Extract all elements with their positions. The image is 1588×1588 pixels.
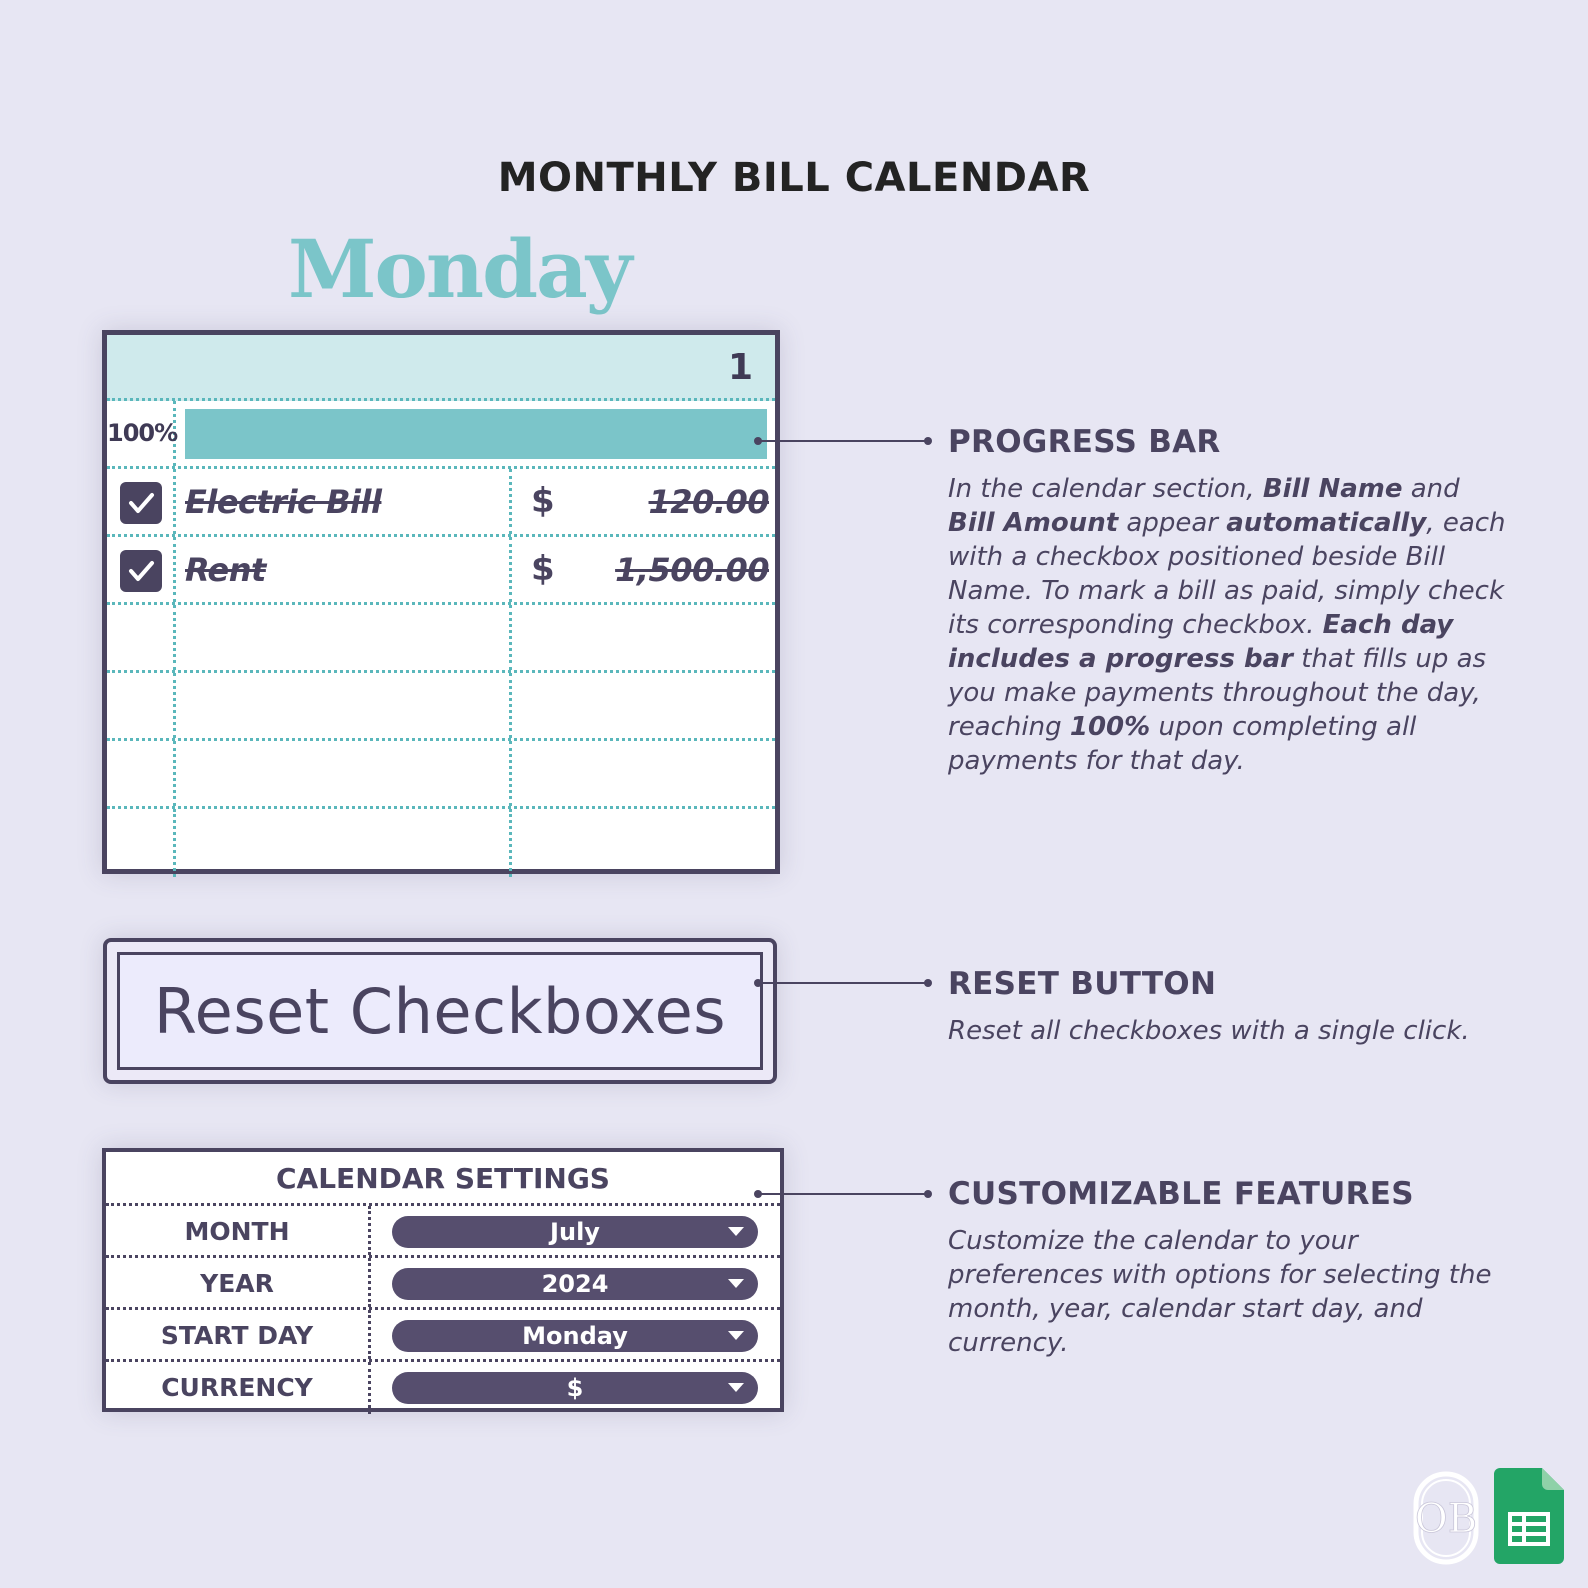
chevron-down-icon (728, 1383, 744, 1393)
column-divider (173, 809, 176, 877)
annotation-title: PROGRESS BAR (948, 424, 1221, 460)
bill-checkbox[interactable] (120, 482, 162, 524)
annotation-body: Reset all checkboxes with a single click. (948, 1016, 1470, 1046)
customizable-features-annotation (948, 1176, 1508, 1360)
column-divider (368, 1258, 371, 1307)
column-divider (509, 537, 512, 602)
calendar-day-header (107, 335, 775, 401)
dropdown-value: 2024 (541, 1270, 609, 1298)
column-divider (368, 1310, 371, 1359)
bill-name: Electric Bill (185, 483, 382, 521)
calendar-settings-panel (102, 1148, 784, 1412)
column-divider (368, 1206, 371, 1255)
column-divider (509, 469, 512, 534)
empty-bill-row (107, 741, 775, 809)
bill-amount: 1,500.00 (615, 551, 769, 589)
annotation-emphasis: Each day includes a progress bar (948, 610, 1454, 674)
currency-dropdown[interactable] (392, 1372, 758, 1404)
annotation-emphasis: 100% (1069, 712, 1151, 742)
annotation-text: that fills up as you make payments throughout the day, reaching (948, 644, 1487, 742)
day-number: 1 (727, 347, 753, 388)
bill-checkbox[interactable] (120, 550, 162, 592)
settings-connector-line (758, 1193, 928, 1195)
settings-row-year (106, 1258, 780, 1310)
column-divider (173, 605, 176, 670)
progress-bar-annotation (948, 424, 1508, 778)
column-divider (509, 741, 512, 806)
reset-connector-line (758, 982, 928, 984)
month-dropdown[interactable] (392, 1216, 758, 1248)
annotation-body (948, 472, 1508, 778)
dropdown-value: $ (566, 1374, 584, 1402)
day-heading: Monday (288, 222, 631, 316)
reset-checkboxes-button[interactable] (103, 938, 777, 1084)
dropdown-value: Monday (522, 1322, 628, 1350)
column-divider (173, 741, 176, 806)
settings-row-start-day (106, 1310, 780, 1362)
column-divider (173, 537, 176, 602)
bill-currency: $ (531, 481, 555, 521)
progress-bar-fill (185, 409, 767, 459)
annotation-title: CUSTOMIZABLE FEATURES (948, 1176, 1414, 1212)
column-divider (173, 673, 176, 738)
settings-row-month (106, 1206, 780, 1258)
annotation-emphasis: Bill Amount (948, 508, 1119, 538)
bill-row (107, 537, 775, 605)
column-divider (509, 673, 512, 738)
settings-row-currency (106, 1362, 780, 1414)
column-divider (173, 469, 176, 534)
start-day-dropdown[interactable] (392, 1320, 758, 1352)
empty-bill-row (107, 605, 775, 673)
annotation-body: Customize the calendar to your preferences with options for selecting the month, year, calendar start day, and currency. (948, 1226, 1492, 1358)
bill-name: Rent (185, 551, 266, 589)
bill-amount: 120.00 (648, 483, 769, 521)
empty-bill-row (107, 809, 775, 877)
bill-currency: $ (531, 549, 555, 589)
svg-text:OB: OB (1414, 1496, 1478, 1542)
calendar-day-card (102, 330, 780, 874)
column-divider (509, 809, 512, 877)
chevron-down-icon (728, 1279, 744, 1289)
annotation-text: and (1402, 474, 1460, 504)
progress-connector-line (758, 440, 928, 442)
settings-label: YEAR (200, 1269, 274, 1298)
column-divider (509, 605, 512, 670)
bill-row (107, 469, 775, 537)
annotation-text: appear (1118, 508, 1227, 538)
chevron-down-icon (728, 1331, 744, 1341)
settings-label: CURRENCY (161, 1373, 313, 1402)
google-sheets-icon (1494, 1468, 1564, 1564)
progress-percent: 100% (107, 419, 178, 447)
reset-button-label: Reset Checkboxes (117, 952, 763, 1070)
annotation-title: RESET BUTTON (948, 966, 1217, 1002)
dropdown-value: July (550, 1218, 600, 1246)
settings-title: CALENDAR SETTINGS (106, 1152, 780, 1206)
empty-bill-row (107, 673, 775, 741)
checkmark-icon (125, 555, 157, 587)
annotation-text: , each with a checkbox positioned beside Bill Name. To mark a bill as paid, simply check its corresponding checkbox. (948, 508, 1506, 640)
page-title: MONTHLY BILL CALENDAR (497, 155, 1091, 201)
annotation-text: upon completing all payments for that day. (948, 712, 1417, 776)
progress-bar (185, 409, 767, 459)
chevron-down-icon (728, 1227, 744, 1237)
reset-button-annotation (948, 966, 1508, 1048)
year-dropdown[interactable] (392, 1268, 758, 1300)
checkmark-icon (125, 487, 157, 519)
annotation-emphasis: Bill Name (1262, 474, 1403, 504)
progress-row (107, 401, 775, 469)
settings-label: START DAY (160, 1321, 314, 1350)
column-divider (368, 1362, 371, 1414)
brand-monogram-logo (1412, 1470, 1480, 1566)
annotation-emphasis: automatically (1226, 508, 1427, 538)
settings-label: MONTH (184, 1217, 290, 1246)
annotation-text: In the calendar section, (948, 474, 1263, 504)
